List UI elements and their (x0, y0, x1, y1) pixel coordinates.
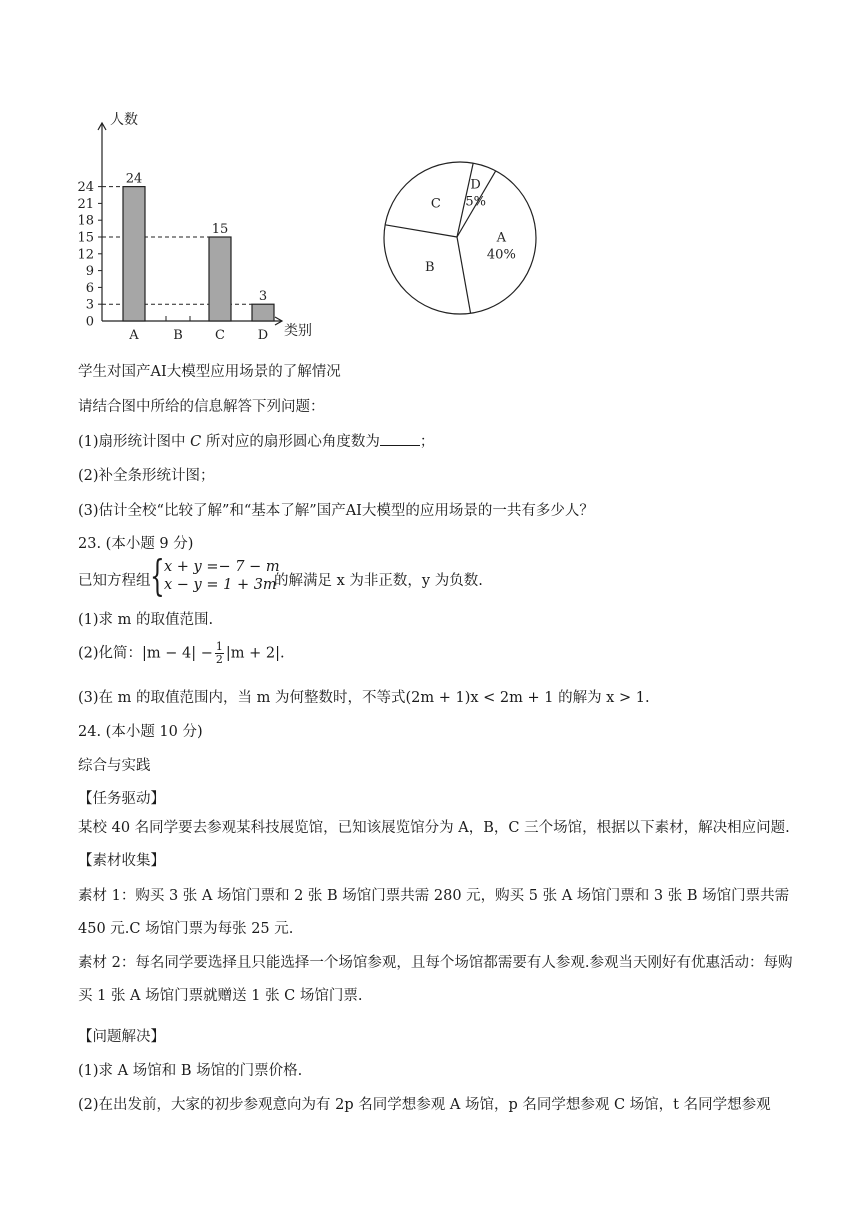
answer-blank (380, 433, 420, 446)
equation-system (78, 551, 793, 601)
fraction-numerator: 1 (215, 640, 223, 653)
data-label: 24 (125, 171, 143, 187)
data-label: 3 (258, 289, 268, 305)
q22-part3: (3)估计全校“比较了解”和“基本了解”国产AI大模型的应用场景的一共有多少人？ (78, 503, 594, 519)
brace-glyph: { (150, 551, 165, 600)
q22-part1-text-a: (1)扇形统计图中 (78, 434, 186, 450)
x-axis-label: 类别 (284, 323, 312, 339)
y-tick-label: 9 (85, 264, 94, 280)
bar (123, 187, 145, 321)
y-tick-label: 24 (77, 180, 94, 196)
q22-part1-text-c: ； (419, 434, 435, 450)
solve-title: 【问题解决】 (78, 1029, 165, 1045)
pie-slice-boundary (385, 225, 457, 237)
pie-label: D (470, 177, 481, 193)
pie-label: B (425, 260, 435, 276)
y-tick-label: 15 (77, 230, 94, 246)
task-title: 【任务驱动】 (78, 791, 165, 807)
charts-area (70, 108, 790, 358)
y-tick-label: 21 (77, 196, 94, 212)
material-2: 素材 2：每名同学要选择且只能选择一个场馆参观，且每个场馆都需要有人参观.参观当天刚好有优惠活动：每购买 1 张 A 场馆门票就赠送 1 张 C 场馆门票. (78, 955, 793, 1004)
q23-part3: (3)在 m 的取值范围内，当 m 为何整数时，不等式(2m + 1)x < 2m + 1 的解为 x > 1. (78, 690, 650, 706)
category-label: C (215, 328, 225, 343)
pie-label: A (496, 230, 507, 246)
task-text: 某校 40 名同学要去参观某科技展览馆，已知该展览馆分为 A，B，C 三个场馆，根据以下素材，解决相应问题.【素材收集】 (78, 820, 790, 869)
y-tick-label: 0 (85, 314, 94, 330)
y-axis-label: 人数 (110, 112, 138, 128)
y-tick-label: 3 (85, 297, 94, 313)
pie-value-label: 40% (486, 247, 516, 263)
q22-part1-var: C (190, 434, 202, 450)
solve-part2: (2)在出发前，大家的初步参观意向为有 2p 名同学想参观 A 场馆，p 名同学想参观 C 场馆，t 名同学想参观 (78, 1097, 771, 1113)
q24-topic: 综合与实践 (78, 758, 151, 774)
pie-value-label: 5% (465, 194, 486, 210)
pie-slice-boundary (457, 237, 471, 313)
q22-part1-text-b: 所对应的扇形圆心角度数为 (205, 434, 380, 450)
q22-part2: (2)补全条形统计图； (78, 468, 215, 484)
pie-chart (375, 150, 555, 330)
pie-label: C (430, 196, 441, 212)
solve-part1: (1)求 A 场馆和 B 场馆的门票价格. (78, 1063, 303, 1079)
equation-1: x + y =− 7 − m (164, 559, 280, 575)
material-1: 素材 1：购买 3 张 A 场馆门票和 2 张 B 场馆门票共需 280 元，购买 5 张 A 场馆门票和 3 张 B 场馆门票共需 450 元.C 场馆门票为每张 25 元. (78, 888, 790, 937)
q23-part2-text-a: (2)化简：|m − 4| − (78, 645, 213, 662)
q23-part2 (78, 641, 793, 666)
bar (209, 237, 231, 321)
category-label: A (129, 328, 139, 343)
y-tick-label: 6 (85, 280, 94, 296)
equation-2: x − y = 1 + 3m (164, 577, 277, 593)
chart-caption: 学生对国产AI大模型应用场景的了解情况 (78, 364, 341, 380)
q22-part1 (78, 430, 793, 451)
q23-part2-text-b: |m + 2|. (225, 645, 285, 662)
y-tick-label: 18 (77, 213, 94, 229)
bar (252, 304, 274, 321)
q23-part1: (1)求 m 的取值范围. (78, 612, 214, 628)
instruction-text: 请结合图中所给的信息解答下列问题： (78, 399, 325, 415)
q23-intro: 已知方程组 (78, 573, 151, 589)
pie-outline (384, 162, 536, 314)
fraction-denominator: 2 (215, 653, 223, 666)
q23-heading: 23. (本小题 9 分) (78, 536, 194, 552)
q24-heading: 24. (本小题 10 分) (78, 724, 203, 740)
q23-intro-tail: 的解满足 x 为非正数，y 为负数. (274, 573, 483, 589)
bar-chart (70, 108, 360, 358)
data-label: 15 (211, 222, 229, 237)
category-label: B (173, 328, 183, 343)
category-label: D (257, 328, 269, 343)
y-tick-label: 12 (77, 247, 94, 263)
fraction-half (215, 641, 224, 666)
